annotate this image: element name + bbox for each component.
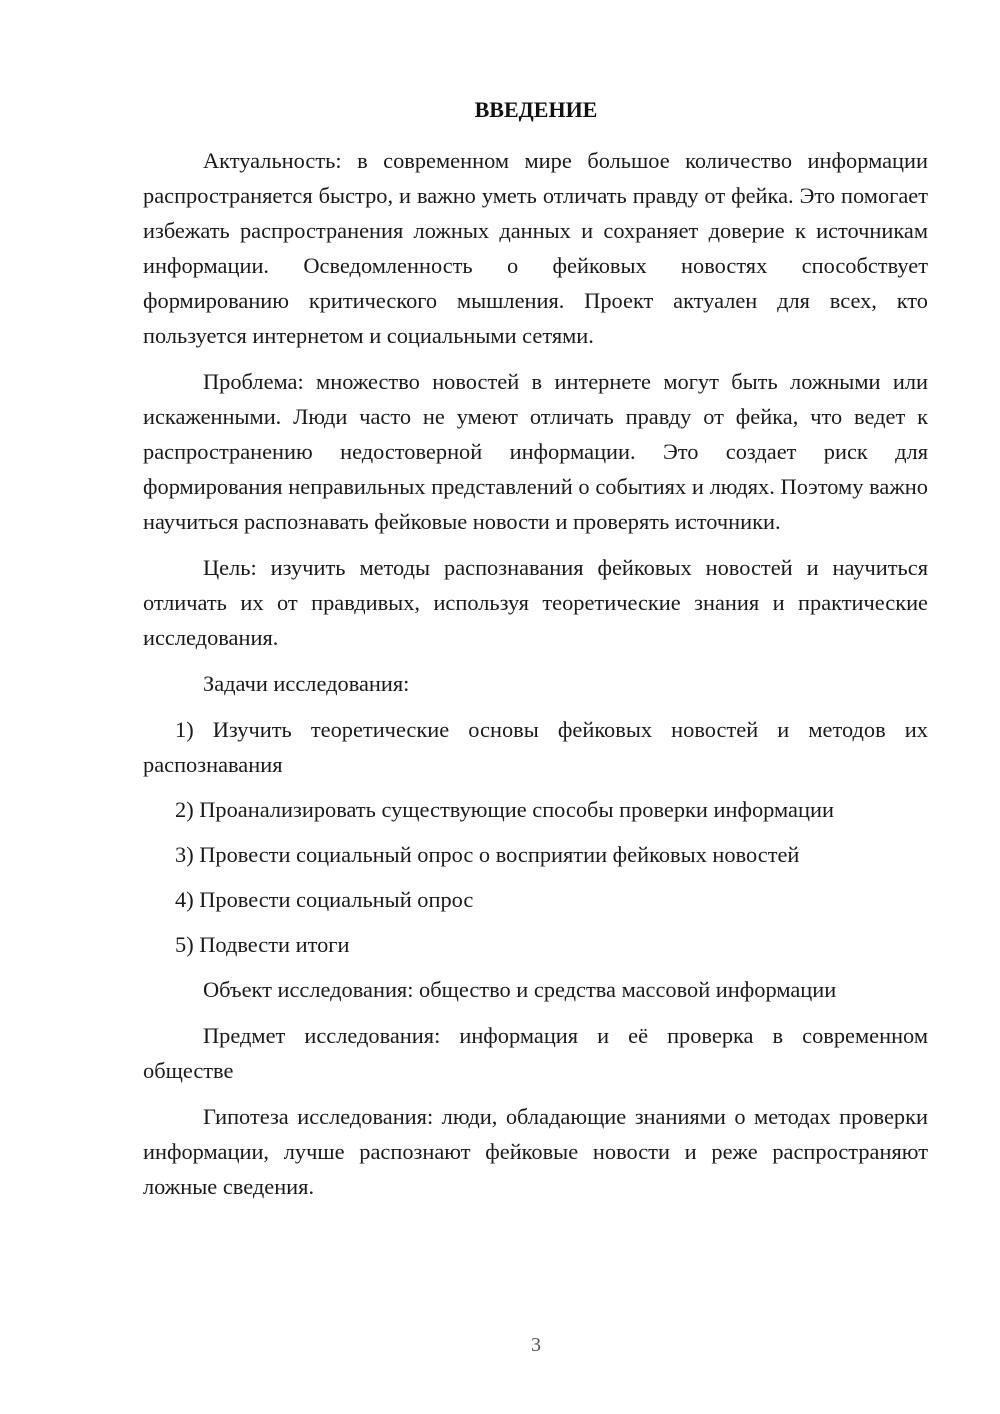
task-item-4: 4) Провести социальный опрос <box>175 887 474 912</box>
page-body <box>143 143 928 1215</box>
task-item-3: 3) Провести социальный опрос о восприятии фейковых новостей <box>175 842 800 867</box>
page-title: ВВЕДЕНИЕ <box>474 97 598 122</box>
paragraph-hypothesis: Гипотеза исследования: люди, обладающие знаниями о методах проверки информации, лучше распознают фейковые новости и реже распространяют ложные сведения. <box>143 1104 928 1199</box>
paragraph-object: Объект исследования: общество и средства массовой информации <box>203 977 837 1002</box>
paragraph-problem: Проблема: множество новостей в интернете могут быть ложными или искаженными. Люди часто не умеют отличать правду от фейка, что ведет к распространению недостоверной информации. Это создает риск для формирования неправильных представлений о событиях и людях. Поэтому важно научиться распознавать фейковые новости и проверять источники. <box>143 369 928 534</box>
paragraph-goal: Цель: изучить методы распознавания фейковых новостей и научиться отличать их от правдивых, используя теоретические знания и практические исследования. <box>143 555 928 650</box>
task-item-1: 1) Изучить теоретические основы фейковых новостей и методов их распознавания <box>143 717 928 777</box>
task-item-2: 2) Проанализировать существующие способы проверки информации <box>175 797 834 822</box>
tasks-label: Задачи исследования: <box>203 671 410 696</box>
page-number: 3 <box>531 1334 541 1356</box>
task-item-5: 5) Подвести итоги <box>175 932 350 957</box>
paragraph-subject: Предмет исследования: информация и её проверка в современном обществе <box>143 1023 928 1083</box>
paragraph-relevance: Актуальность: в современном мире большое количество информации распространяется быстро, и важно уметь отличать правду от фейка. Это помогает избежать распространения ложных данных и сохраняет доверие к источникам информации. Осведомленность о фейковых новостях способствует формированию критического мышления. Проект актуален для всех, кто пользуется интернетом и социальными сетями. <box>143 148 928 348</box>
